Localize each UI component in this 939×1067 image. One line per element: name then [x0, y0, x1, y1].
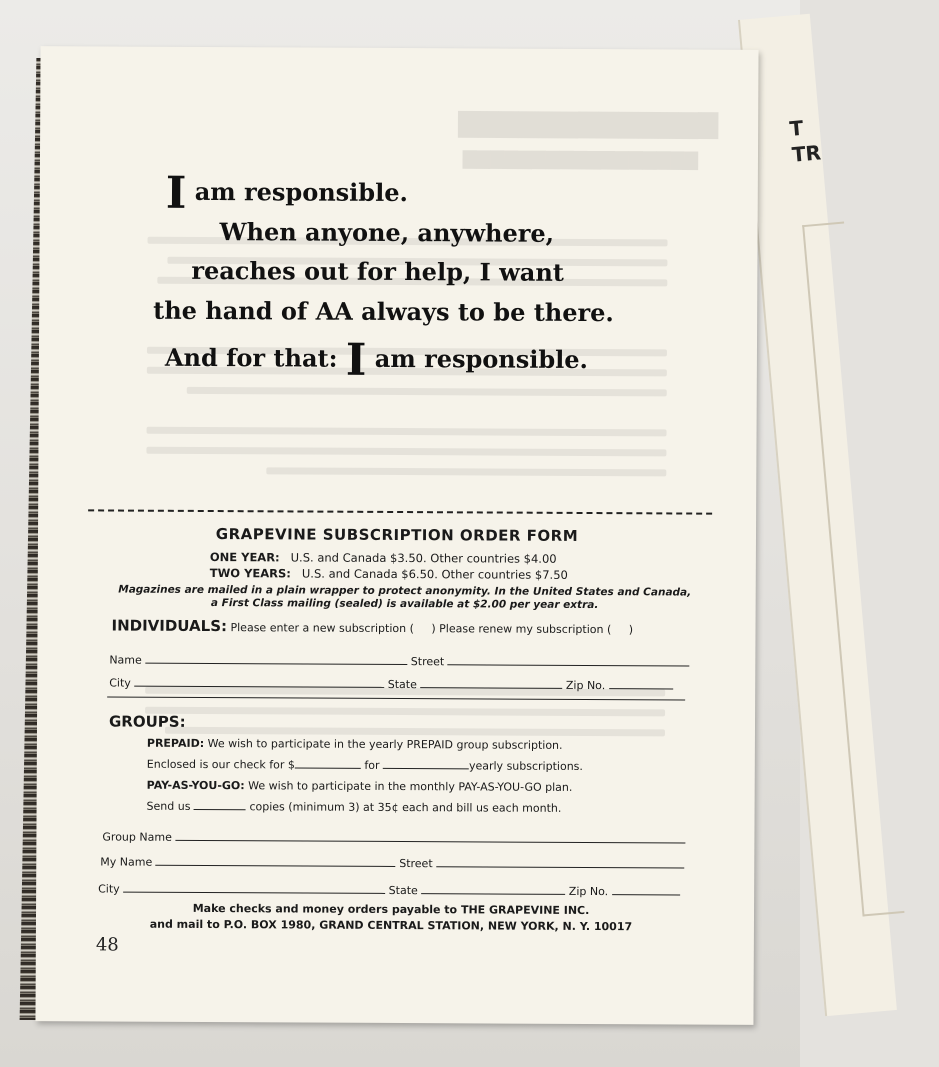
individual-city-row [109, 674, 673, 692]
anonymity-note-1: Magazines are mailed in a plain wrapper to protect anonymity. In the United States and Canada, [118, 583, 692, 599]
anonymity-note-2: a First Class mailing (sealed) is available at $2.00 per year extra. [210, 597, 599, 612]
group-city-row [98, 880, 680, 898]
groups-heading: GROUPS: [108, 712, 186, 731]
pledge-text-1: am responsible. [194, 176, 408, 208]
pledge-big-initial-2: I [345, 334, 367, 386]
renew-subscription-option[interactable]: ) Please renew my subscription ( [431, 622, 612, 637]
enclosed-row [147, 756, 583, 773]
group-city-label: City [98, 882, 120, 896]
close-paren: ) [628, 623, 634, 637]
group-zip-label: Zip No. [568, 884, 609, 899]
payment-instructions-1: Make checks and money orders payable to THE GRAPEVINE INC. [192, 901, 590, 918]
street-label: Street [410, 655, 445, 669]
prepaid-row [147, 737, 563, 752]
name-field[interactable] [145, 652, 407, 665]
section-divider [107, 696, 685, 700]
page-number: 48 [95, 934, 119, 956]
pledge-text-5b: am responsible. [374, 343, 589, 374]
group-state-label: State [388, 883, 418, 898]
pledge-text-5a: And for that: [164, 342, 338, 373]
group-name-field[interactable] [175, 829, 685, 844]
payg-row [147, 779, 573, 794]
two-years-text: U.S. and Canada $6.50. Other countries $7.50 [301, 566, 568, 582]
individuals-row [111, 617, 633, 638]
new-subscription-option[interactable]: Please enter a new subscription ( [230, 621, 414, 636]
group-state-field[interactable] [421, 882, 565, 895]
payg-text: We wish to participate in the monthly PAY-AS-YOU-GO plan. [248, 779, 573, 794]
my-name-field[interactable] [156, 854, 396, 867]
pledge-big-initial-1: I [165, 167, 187, 219]
send-us-text: Send us [146, 799, 191, 813]
state-label: State [387, 677, 417, 692]
check-amount-field[interactable] [295, 756, 361, 768]
group-name-label: Group Name [102, 830, 172, 844]
my-name-label: My Name [100, 855, 153, 869]
copies-text: copies (minimum 3) at 35¢ each and bill us each month. [249, 800, 562, 815]
copies-field[interactable] [194, 798, 246, 810]
enclosed-text: Enclosed is our check for $ [146, 757, 295, 772]
facing-page-fragment: T TR [788, 115, 822, 167]
enclosed-for: for [364, 758, 380, 772]
group-zip-field[interactable] [612, 883, 680, 895]
one-year-price [210, 550, 557, 566]
zip-label: Zip No. [565, 678, 606, 693]
name-label: Name [109, 653, 142, 667]
city-label: City [109, 676, 131, 690]
send-us-row [147, 798, 562, 815]
zip-field[interactable] [609, 677, 673, 689]
group-name-row [102, 828, 685, 846]
one-year-label: ONE YEAR: [209, 550, 280, 565]
pledge-line-3: reaches out for help, I want [191, 255, 565, 287]
payg-label: PAY-AS-YOU-GO: [146, 778, 245, 793]
my-name-row [100, 853, 684, 871]
subscription-form [35, 46, 758, 1025]
prepaid-text: We wish to participate in the yearly PREPAID group subscription. [207, 737, 563, 752]
pledge-line-4: the hand of AA always to be there. [153, 295, 614, 328]
two-years-price [210, 566, 568, 582]
group-street-field[interactable] [436, 855, 684, 868]
magazine-page [35, 46, 758, 1025]
state-field[interactable] [420, 676, 562, 689]
city-field[interactable] [134, 675, 384, 688]
group-city-field[interactable] [123, 881, 385, 894]
one-year-text: U.S. and Canada $3.50. Other countries $4.00 [290, 550, 557, 566]
group-street-label: Street [399, 857, 433, 871]
street-field[interactable] [448, 653, 690, 666]
two-years-label: TWO YEARS: [209, 566, 291, 581]
individual-name-row [109, 651, 689, 669]
prepaid-label: PREPAID: [146, 736, 205, 750]
payment-instructions-2: and mail to P.O. BOX 1980, GRAND CENTRAL STATION, NEW YORK, N. Y. 10017 [149, 917, 633, 934]
enclosed-yearly: yearly subscriptions. [468, 759, 583, 773]
individuals-heading: INDIVIDUALS: [111, 616, 228, 636]
form-title: GRAPEVINE SUBSCRIPTION ORDER FORM [215, 525, 579, 545]
pledge-line-2: When anyone, anywhere, [219, 217, 555, 248]
bleed-through: ▇▇▇▇▇▇▇▇▇▇▇▇▇ ▇▇▇▇▇▇▇▇▇▇▇▇▇▇▇▇▇ [35, 46, 758, 1025]
subscription-count-field[interactable] [383, 757, 469, 769]
